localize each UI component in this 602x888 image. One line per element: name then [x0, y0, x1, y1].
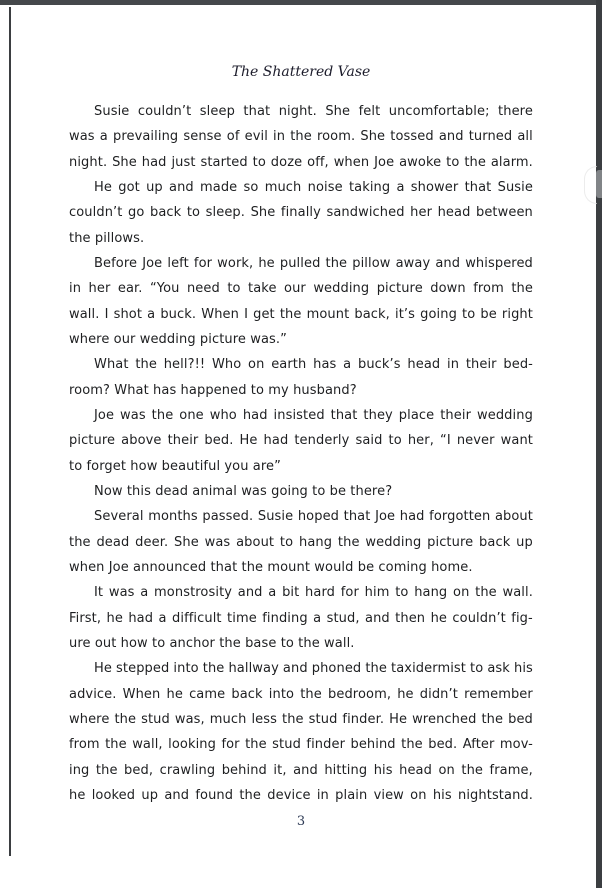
- right-edge-strip[interactable]: [596, 0, 602, 888]
- text-line: He got up and made so much noise taking a shower that Susie: [94, 179, 533, 195]
- text-line: First, he had a difficult time finding a stud, and then he couldn’t fig-: [69, 610, 533, 626]
- page-number: 3: [296, 814, 306, 830]
- text-line: the pillows.: [69, 230, 145, 246]
- text-line: It was a monstrosity and a bit hard for him to hang on the wall.: [94, 585, 533, 601]
- text-line: What the hell?!! Who on earth has a buck’s head in their bed-: [94, 357, 533, 373]
- paragraph: [69, 479, 533, 504]
- text-line: advice. When he came back into the bedroom, he didn’t remember: [69, 686, 533, 702]
- text-line: Before Joe left for work, he pulled the pillow away and whispered: [94, 255, 533, 271]
- text-line: where our wedding picture was.”: [69, 331, 287, 347]
- text-line: room? What has happened to my husband?: [69, 382, 357, 398]
- text-line: picture above their bed. He had tenderly said to her, “I never want: [69, 433, 533, 449]
- text-line: night. She had just started to doze off, when Joe awoke to the alarm.: [69, 154, 533, 170]
- text-line: Several months passed. Susie hoped that Joe had forgotten about: [94, 509, 533, 525]
- text-line: Susie couldn’t sleep that night. She felt uncomfortable; there: [94, 104, 533, 119]
- page-title: The Shattered Vase: [231, 64, 371, 80]
- text-line: Joe was the one who had insisted that they place their wedding: [94, 407, 533, 423]
- paragraph: [69, 504, 533, 580]
- text-line: ure out how to anchor the base to the wall.: [69, 635, 355, 651]
- text-line: wall. I shot a buck. When I get the mount back, it’s going to be right: [69, 306, 533, 322]
- body-text: [69, 99, 533, 808]
- paragraph: [69, 175, 533, 251]
- paragraph: [69, 656, 533, 808]
- paragraph: [69, 403, 533, 479]
- left-edge-line: [9, 7, 11, 856]
- text-line: He stepped into the hallway and phoned the taxidermist to ask his: [94, 661, 533, 677]
- text-line: the dead deer. She was about to hang the wedding picture back up: [69, 534, 533, 550]
- paragraph: [69, 352, 533, 403]
- text-line: Now this dead animal was going to be there?: [94, 483, 393, 499]
- text-line: ing the bed, crawling behind it, and hitting his head on the frame,: [69, 762, 533, 778]
- text-line: was a prevailing sense of evil in the room. She tossed and turned all: [69, 129, 533, 145]
- paragraph: [69, 580, 533, 656]
- text-line: couldn’t go back to sleep. She finally sandwiched her head between: [69, 205, 533, 221]
- paragraph: [69, 99, 533, 175]
- text-line: he looked up and found the device in plain view on his nightstand.: [69, 787, 533, 803]
- text-line: from the wall, looking for the stud finder behind the bed. After mov-: [69, 737, 533, 753]
- text-line: in her ear. “You need to take our wedding picture down from the: [69, 281, 533, 297]
- page-curl-arc: [584, 166, 597, 204]
- text-line: to forget how beautiful you are”: [69, 458, 281, 474]
- text-line: when Joe announced that the mount would be coming home.: [69, 559, 473, 575]
- text-line: where the stud was, much less the stud finder. He wrenched the bed: [69, 711, 533, 727]
- paragraph: [69, 251, 533, 352]
- book-page: [69, 0, 533, 829]
